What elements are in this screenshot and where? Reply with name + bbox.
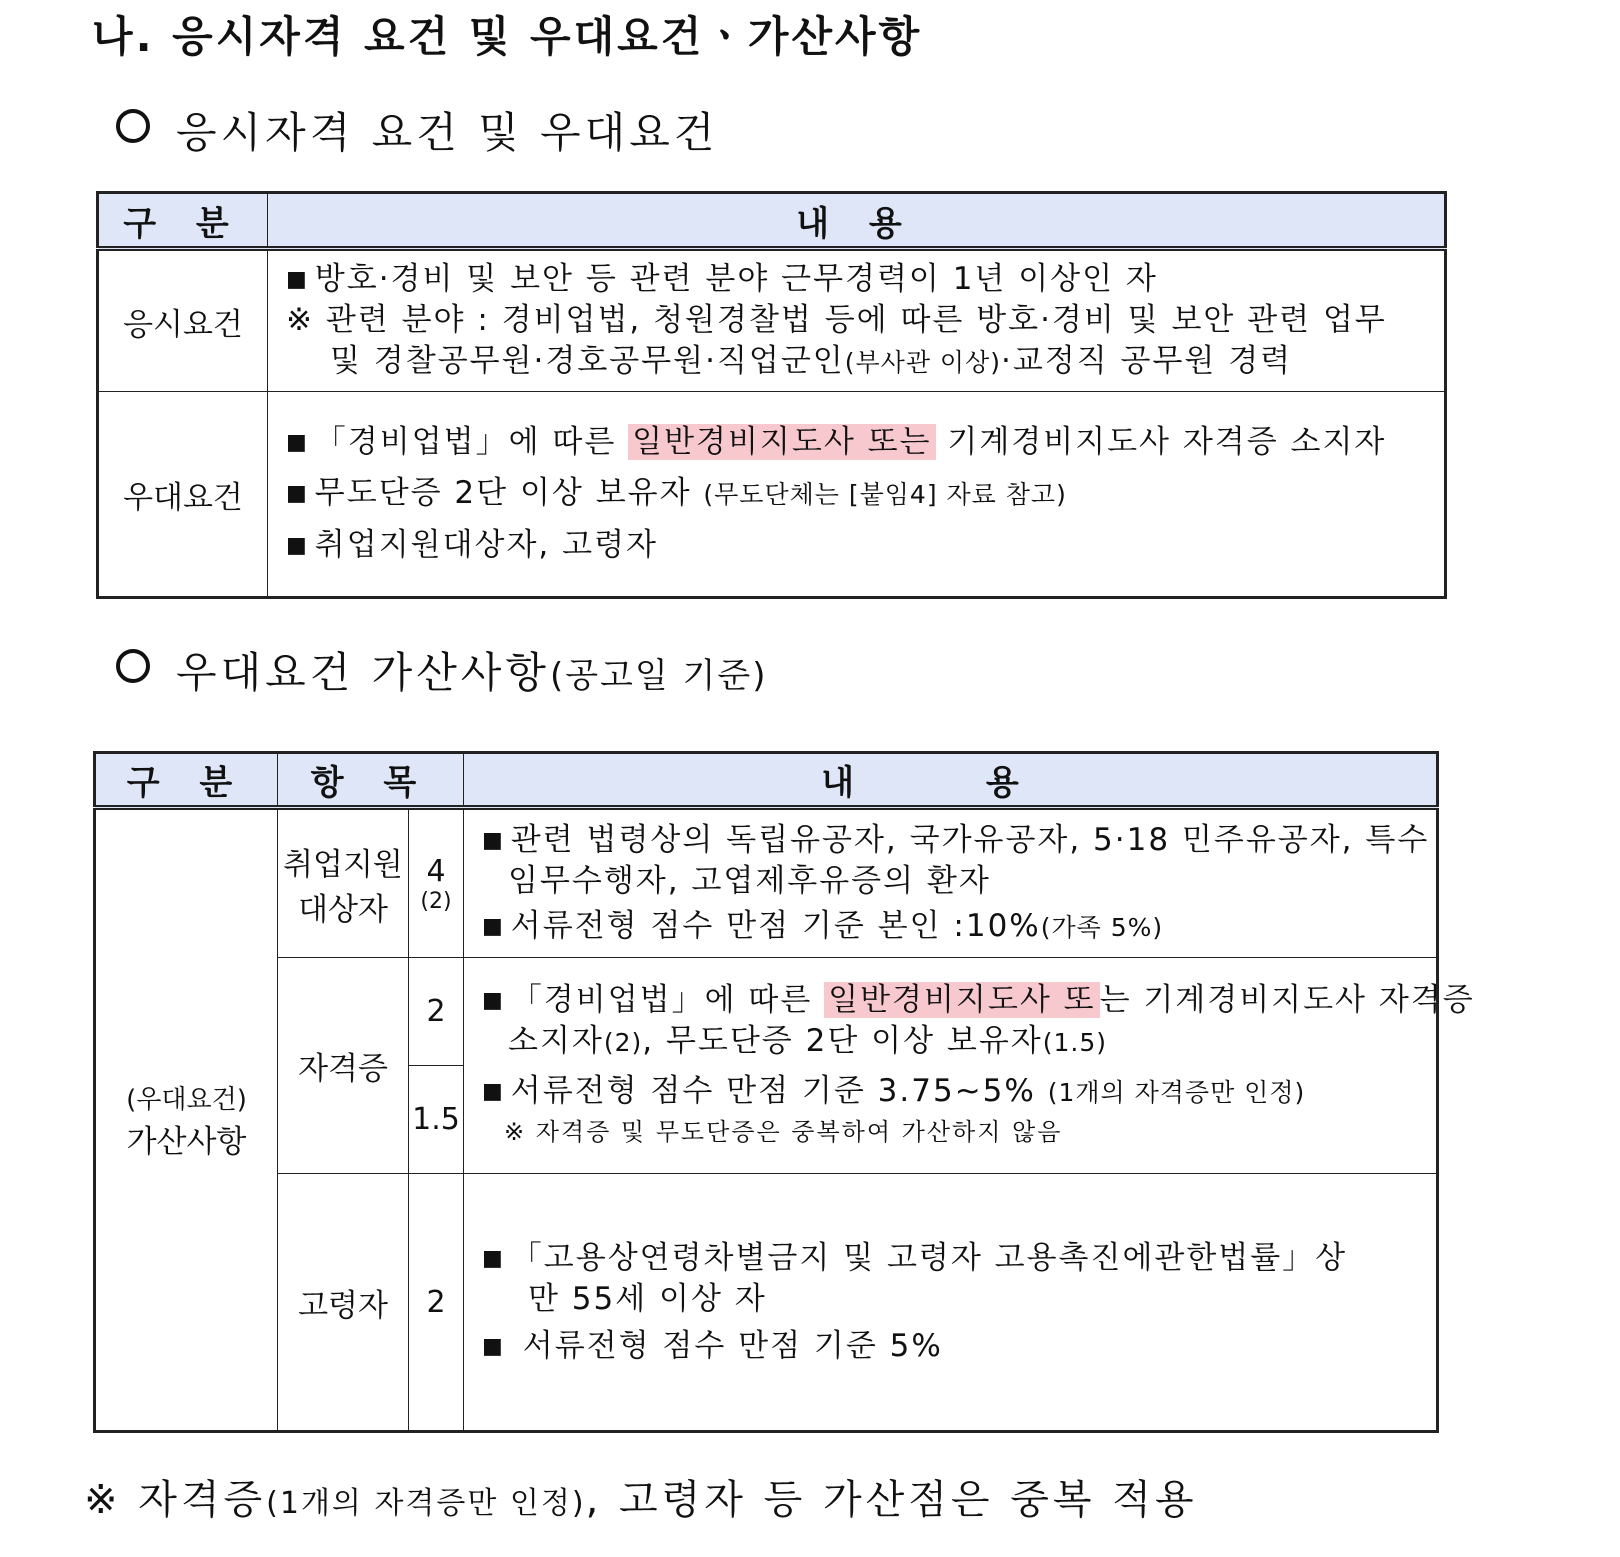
footnote: ※ 자격증(1개의 자격증만 인정), 고령자 등 가산점은 중복 적용 [84,1477,1198,1523]
note-line: 및 경찰공무원·경호공무원·직업군인(부사관 이상)·교정직 공무원 경력 [330,343,1293,379]
content-line: 임무수행자, 고엽제후유증의 환자 [508,862,991,899]
column-header-content: 내 용 [268,193,1446,249]
section-heading-text: 우대요건 가산사항 [176,648,550,697]
row-category: (우대요건) 가산사항 [95,808,278,1432]
column-header-category: 구 분 [98,193,268,249]
item-name: 고령자 [278,1174,409,1432]
square-bullet-icon: ■ [286,533,309,558]
content-line: 만 55세 이상 자 [528,1280,767,1317]
table-row [95,958,1438,1066]
square-bullet-icon: ■ [286,481,309,506]
row-content [464,1174,1438,1432]
note-line: ※ 관련 분야 : 경비업법, 청원경찰법 등에 따른 방호·경비 및 보안 관련 업무 [286,302,1387,338]
row-content [464,958,1475,1174]
section-heading-bonus [116,640,768,700]
content-line: ■ 관련 법령상의 독립유공자, 국가유공자, 5·18 민주유공자, 특수 [482,821,1430,858]
content-line: ■ 서류전형 점수 만점 기준 5% [482,1327,943,1364]
content-line: ■ 「경비업법」에 따른 일반경비지도사 또 는 기계경비지도사 자격증 [482,982,1475,1018]
row-category: 우대요건 [98,392,268,598]
square-bullet-icon: ■ [482,913,505,939]
square-bullet-icon: ■ [482,1333,505,1359]
table-row [98,249,1446,392]
column-header-category: 구 분 [95,753,278,808]
column-header-content: 내 용 [464,753,1438,808]
row-content [268,249,1446,392]
square-bullet-icon: ■ [482,1079,505,1104]
table-row [95,1174,1438,1432]
document-title: 나. 응시자격 요건 및 우대요건ㆍ가산사항 [92,12,923,61]
table-row [95,808,1438,958]
highlighted-text: 일반경비지도사 또 [824,982,1099,1018]
item-name: 자격증 [278,958,409,1174]
content-line: ■ 「경비업법」에 따른 일반경비지도사 또는 기계경비지도사 자격증 소지자 [286,424,1387,460]
row-content [464,808,1438,958]
row-category: 응시요건 [98,249,268,392]
content-line: ■ 취업지원대상자, 고령자 [286,527,658,563]
item-score: 4 (2) [409,808,464,958]
section-heading-text: 응시자격 요건 및 우대요건 [176,108,719,157]
content-line: ■ 「고용상연령차별금지 및 고령자 고용촉진에관한법률」상 [482,1239,1348,1276]
circle-bullet-icon [116,109,150,143]
section-heading-eligibility [116,100,718,160]
row-content [268,392,1446,598]
content-line: 소지자(2), 무도단증 2단 이상 보유자(1.5) [508,1023,1107,1059]
section-heading-paren: (공고일 기준) [549,656,768,696]
square-bullet-icon: ■ [286,430,309,455]
item-name: 취업지원 대상자 [278,808,409,958]
highlighted-text: 일반경비지도사 또는 [628,424,935,460]
item-score: 1.5 [409,1066,464,1174]
content-line: ■ 방호·경비 및 보안 등 관련 분야 근무경력이 1년 이상인 자 [286,261,1158,297]
eligibility-table [96,191,1447,599]
content-line: ■ 무도단증 2단 이상 보유자 (무도단체는 [붙임4] 자료 참고) [286,475,1067,511]
square-bullet-icon: ■ [286,267,309,292]
column-header-item: 항 목 [278,753,464,808]
square-bullet-icon: ■ [482,827,505,853]
item-score: 2 [409,1174,464,1432]
item-score: 2 [409,958,464,1066]
content-line: ■ 서류전형 점수 만점 기준 3.75∼5% (1개의 자격증만 인정) [482,1073,1306,1109]
circle-bullet-icon [116,649,150,683]
square-bullet-icon: ■ [482,988,505,1013]
note-line: ※ 자격증 및 무도단증은 중복하여 가산하지 않음 [504,1118,1063,1146]
content-line: ■ 서류전형 점수 만점 기준 본인 :10%(가족 5%) [482,907,1164,944]
square-bullet-icon: ■ [482,1245,505,1271]
bonus-table [93,751,1475,1433]
table-row [98,392,1446,598]
